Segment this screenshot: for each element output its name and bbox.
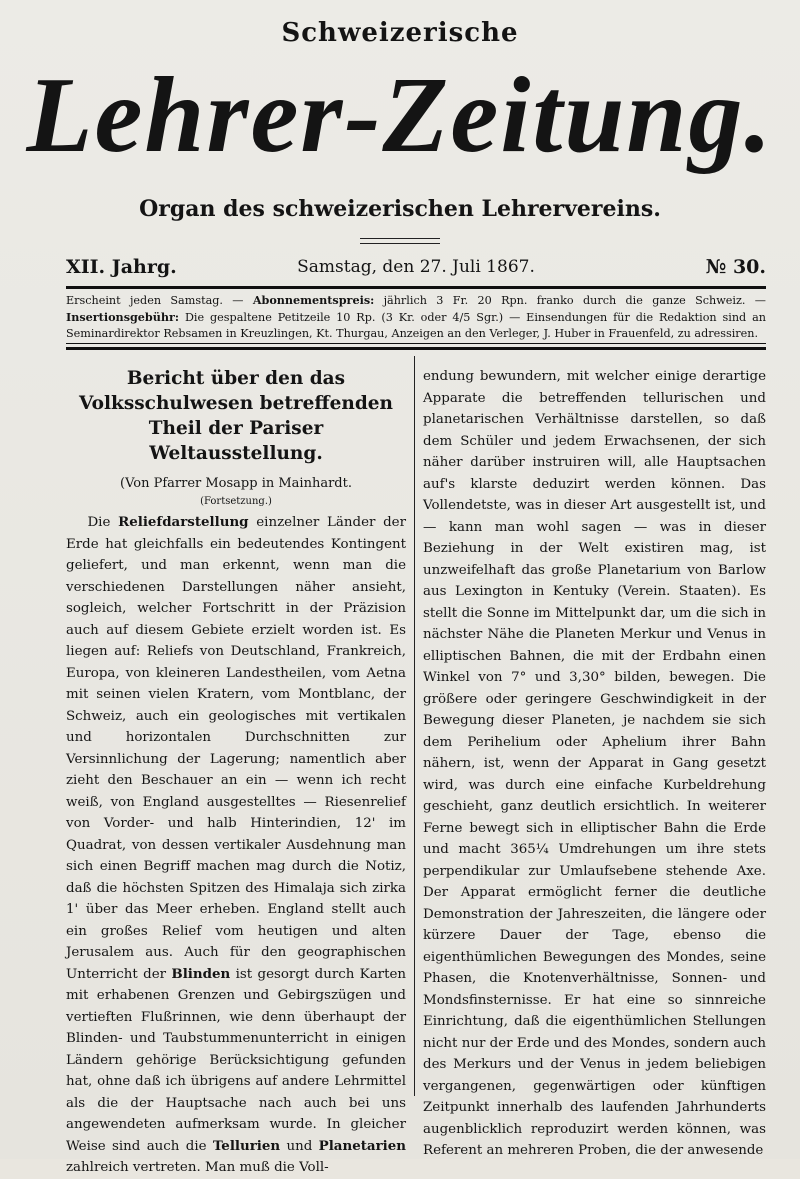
subscription-notice bbox=[66, 292, 766, 342]
text-emphasis: Tellurien bbox=[212, 1137, 281, 1154]
text-run: zahlreich vertreten. Man muß die Voll- bbox=[66, 1160, 329, 1175]
article-headline: Bericht über den das Volksschulwesen betreffenden Theil der Pariser Weltausstellung. bbox=[79, 368, 393, 464]
volume-year: XII. Jahrg. bbox=[66, 256, 177, 278]
article-paragraph bbox=[66, 512, 406, 1179]
text-run: Die bbox=[87, 515, 119, 530]
rule-mid bbox=[66, 343, 766, 344]
notice-text-2: jährlich 3 Fr. 20 Rpn. franko durch die ganze Schweiz. — bbox=[374, 294, 766, 307]
notice-text-1: Erscheint jeden Samstag. — bbox=[66, 294, 253, 307]
dateline bbox=[66, 256, 766, 284]
article-right-column bbox=[423, 366, 766, 1162]
masthead-subtitle: Organ des schweizerischen Lehrervereins. bbox=[139, 196, 661, 222]
issue-date: Samstag, den 27. Juli 1867. bbox=[297, 257, 535, 277]
rule-bottom bbox=[66, 347, 766, 350]
text-run: und bbox=[280, 1138, 319, 1154]
text-emphasis: Reliefdarstellung bbox=[118, 514, 249, 530]
notice-insertion-label: Insertionsgebühr: bbox=[66, 310, 180, 324]
masthead-kicker: Schweizerische bbox=[281, 18, 519, 48]
column-divider bbox=[414, 356, 415, 1096]
article-paragraph-continued: endung bewundern, mit welcher einige derartige Apparate die betreffenden tellurischen und planetarischen Verhältnisse darstellen, so daß dem Schüler und jedem Erwachsenen, der sich näher darüber instruiren will, alle Hauptsachen auf's klarste deduzirt werden können. Das Vollendetste, was in dieser Art ausgestellt ist, und — kann man wohl sagen — was in dieser Beziehung in der Welt existiren mag, ist unzweifelhaft das große Planetarium von Barlow aus Lexington in Kentuky (Verein. Staaten). Es stellt die Sonne im Mittelpunkt dar, um die sich in nächster Nähe die Planeten Merkur und Venus in elliptischen Bahnen, die mit der Erdbahn einen Winkel von 7° und 3,30° bilden, bewegen. Die größere oder geringere Geschwindigkeit in der Bewegung dieser Planeten, je nachdem sie sich dem Perihelium oder Aphelium ihrer Bahn nähern, ist, wenn der Apparat in Gang gesetzt wird, was durch eine einfache Kurbeldrehung geschieht, ganz deutlich ersichtlich. In weiterer Ferne bewegt sich in elliptischer Bahn die Erde und macht 365¼ Umdrehungen um ihre stets perpendikular zur Umlaufsebene stehende Axe. Der Apparat ermöglicht ferner die deutliche Demonstration der Jahreszeiten, die längere oder kürzere Dauer der Tage, ebenso die eigenthümlichen Bewegungen des Mondes, seine Phasen, die Knotenverhältnisse, Sonnen- und Mondsfinsternisse. Er hat eine so sinnreiche Einrichtung, daß die eigenthümlichen Stellungen nicht nur der Erde und des Mondes, sondern auch des Merkurs und der Venus in jedem beliebigen vergangenen, gegenwärtigen oder künftigen Zeitpunkt innerhalb des laufenden Jahrhunderts augenblicklich reproduzirt werden können, was Referent an mehreren Proben, die der anwesende bbox=[423, 369, 766, 1158]
article-byline: (Von Pfarrer Mosapp in Mainhardt. bbox=[120, 476, 352, 491]
article-continued: (Fortsetzung.) bbox=[200, 496, 272, 507]
text-run: ist gesorgt durch Karten mit erhabenen Grenzen und Gebirgszügen und vertieften Flußrinnen, wie denn überhaupt der Blinden- und Taubstummenunterricht in einigen Ländern gehörige Berücksichtigung gefunden hat, ohne daß ich übrigens auf andere Lehrmittel als die der Hauptsache nach auch bei uns angewendeten aufmerksam wurde. In gleicher Weise sind auch die bbox=[66, 966, 407, 1154]
rule-top bbox=[66, 286, 766, 289]
text-emphasis: Blinden bbox=[171, 965, 231, 982]
notice-abo-label: Abonnementspreis: bbox=[252, 293, 375, 307]
article-left-column bbox=[66, 362, 406, 1179]
issue-number: № 30. bbox=[705, 256, 766, 278]
notice-text-3: Die gespaltene Petitzeile 10 Rp. (3 Kr. oder 4/5 Sgr.) — Einsendungen für die Redaktion sind an Seminardirektor Rebsamen in Kreuzlingen, Kt. Thurgau, Anzeigen an den Verleger, J. Huber in Frauenfeld, zu adressiren. bbox=[66, 311, 766, 340]
text-run: einzelner Länder der Erde hat gleichfalls ein bedeutendes Kontingent geliefert, und man erkennt, wenn man die verschiedenen Darstellungen näher ansieht, sogleich, welcher Fortschritt in der Präzision auch auf diesem Gebiete erzielt worden ist. Es liegen auf: Reliefs von Deutschland, Frankreich, Europa, von kleineren Landestheilen, vom Aetna mit seinen vielen Kratern, vom Montblanc, der Schweiz, auch ein geologisches mit vertikalen und horizontalen Durchschnitten zur Versinnlichung der Lagerung; namentlich aber zieht den Beschauer an ein — wenn ich recht weiß, von England ausgestelltes — Riesenrelief von Vorder- und halb Hinterindien, 12' im Quadrat, von dessen vertikaler Ausdehnung man sich einen Begriff machen mag durch die Notiz, daß die höchsten Spitzen des Himalaja sich zirka 1' über das Meer erheben. England stellt auch ein großes Relief vom heutigen und alten Jerusalem aus. Auch für den geographischen Unterricht der bbox=[66, 515, 407, 982]
text-emphasis: Planetarien bbox=[318, 1137, 406, 1154]
ornament-divider bbox=[360, 238, 440, 244]
masthead-title: Lehrer-Zeitung. bbox=[26, 56, 774, 175]
